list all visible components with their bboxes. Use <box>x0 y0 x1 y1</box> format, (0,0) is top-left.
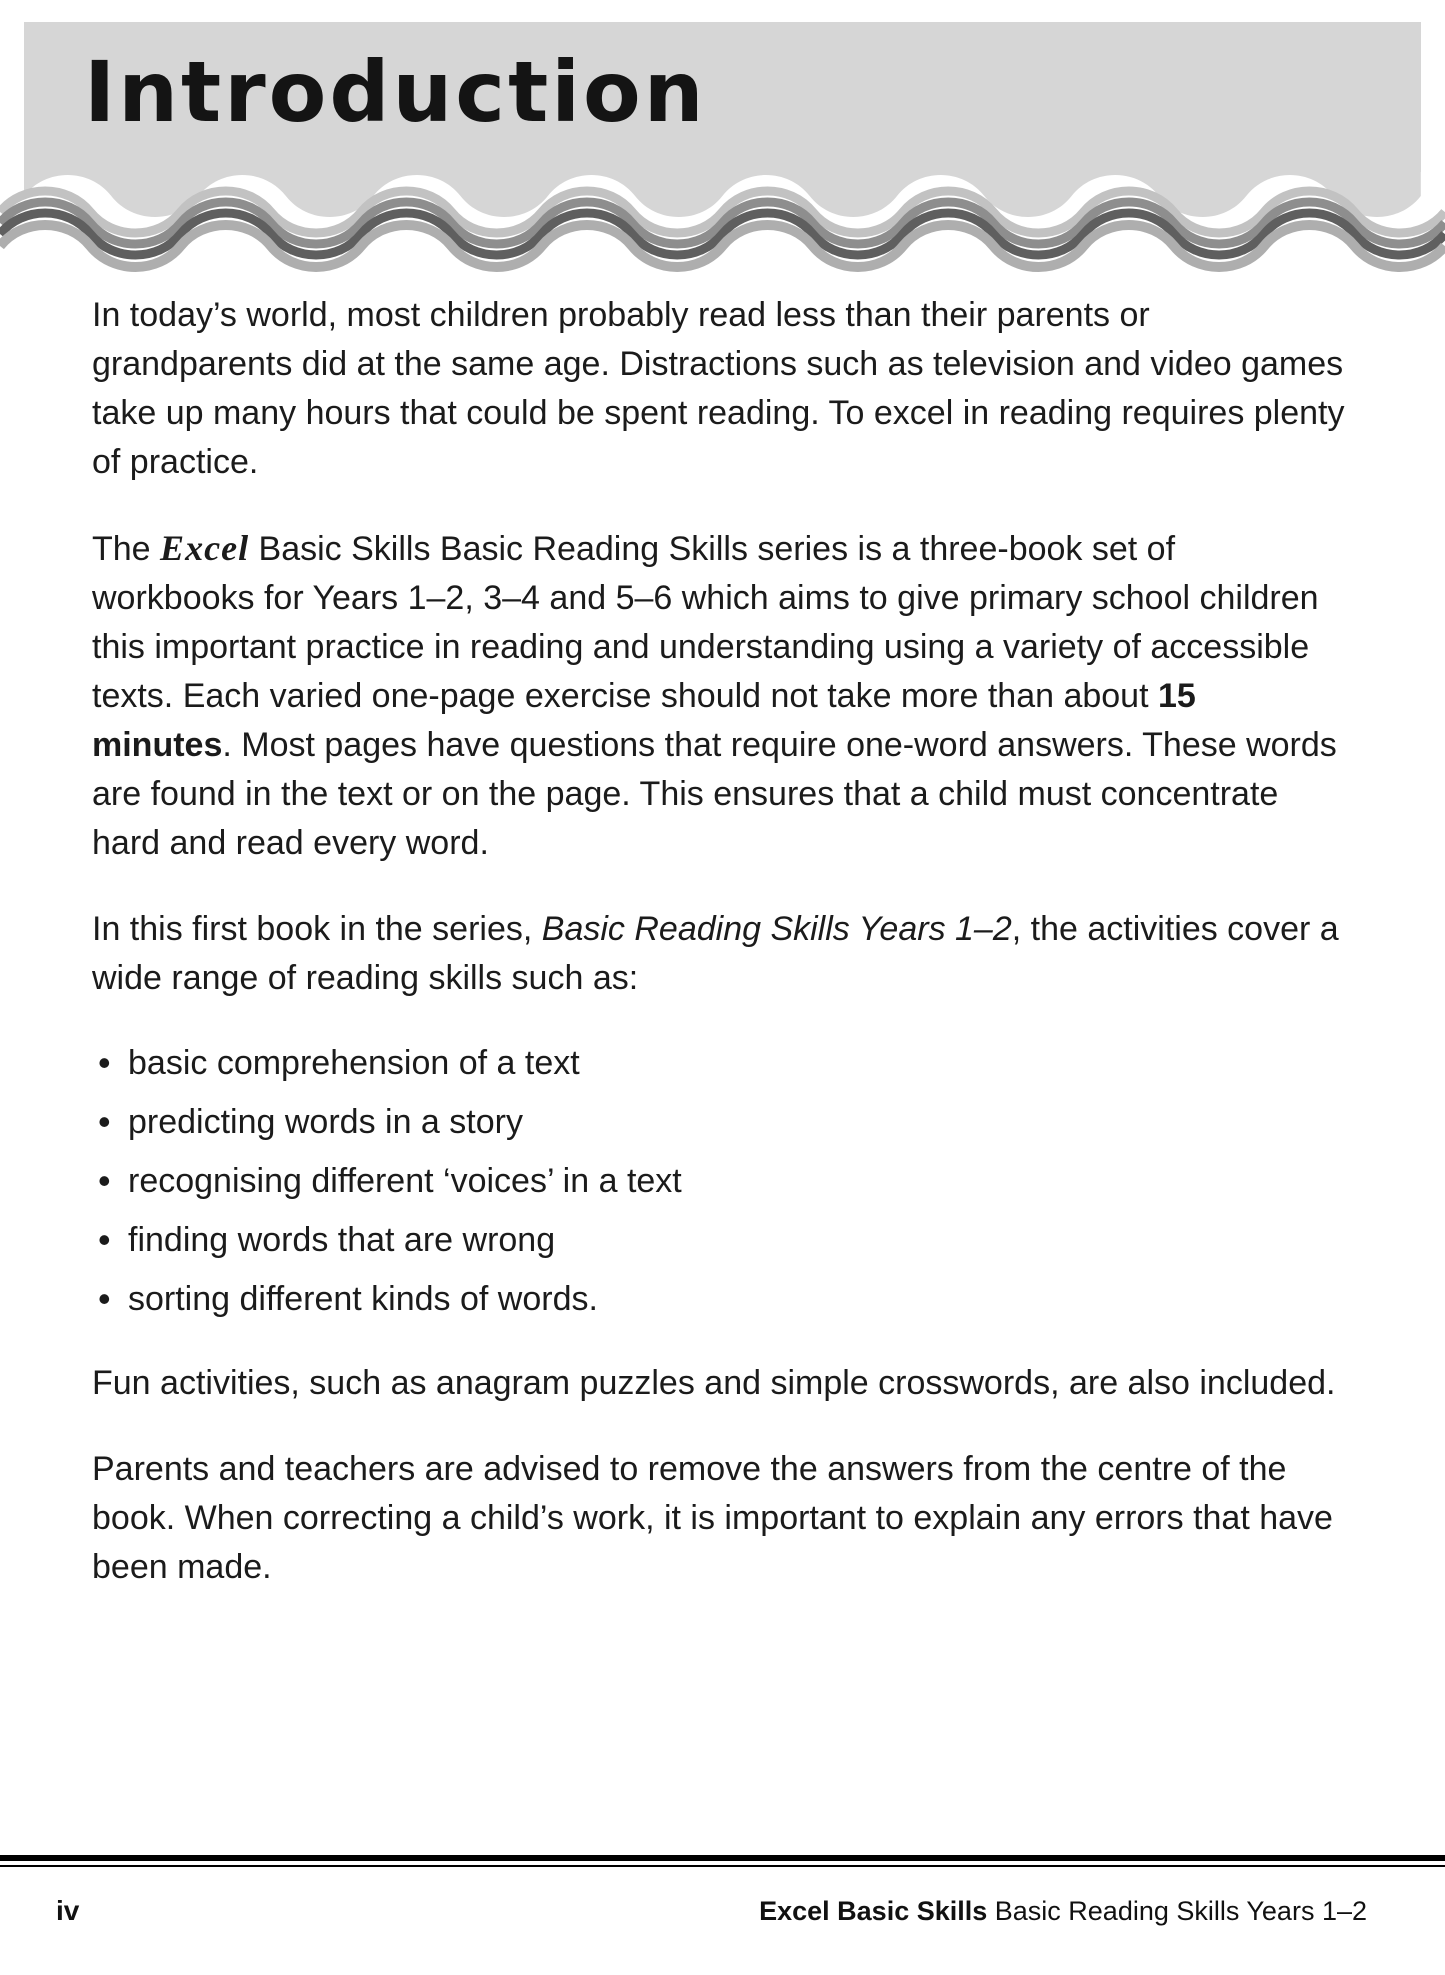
wave-ribbon-decoration <box>0 172 1445 277</box>
header-band <box>24 22 1421 172</box>
page-footer <box>0 1855 1445 1975</box>
paragraph-fun-activities: Fun activities, such as anagram puzzles and simple crosswords, are also included. <box>92 1364 1336 1402</box>
list-item: • sorting different kinds of words. <box>98 1276 1345 1322</box>
list-item: • basic comprehension of a text <box>98 1040 1345 1086</box>
page-number: iv <box>56 1895 80 1926</box>
list-item: • finding words that are wrong <box>98 1217 1345 1263</box>
list-item: • predicting words in a story <box>98 1099 1345 1145</box>
introduction-text <box>0 291 1445 1592</box>
footer-row <box>0 1867 1445 1927</box>
paragraph-series-description: The Excel Basic Skills Basic Reading Skills series is a three-book set of workbooks for Years 1–2, 3–4 and 5–6 which aims to give primary school children this important practice in reading and understanding using a variety of accessible texts. Each varied one-page exercise should not take more than about 15 minutes. Most pages have questions that require one-word answers. These words are found in the text or on the page. This ensures that a child must concentrate hard and read every word. <box>92 528 1337 862</box>
footer-rule-thick <box>0 1855 1445 1861</box>
page-title: Introduction <box>84 43 707 141</box>
paragraph-parents-teachers: Parents and teachers are advised to remove the answers from the centre of the book. When correcting a child’s work, it is important to explain any errors that have been made. <box>92 1450 1333 1586</box>
list-item: • recognising different ‘voices’ in a text <box>98 1158 1345 1204</box>
paragraph-first-book: In this first book in the series, Basic Reading Skills Years 1–2, the activities cover a wide range of reading skills such as: <box>92 910 1339 997</box>
reading-skills-list <box>98 1040 1345 1322</box>
footer-book-title: Excel Basic Skills Basic Reading Skills Years 1–2 <box>759 1896 1367 1926</box>
paragraph-reading-today: In today’s world, most children probably read less than their parents or grandparents did at the same age. Distractions such as television and video games take up many hours that could be spent reading. To excel in reading requires plenty of practice. <box>92 296 1345 481</box>
